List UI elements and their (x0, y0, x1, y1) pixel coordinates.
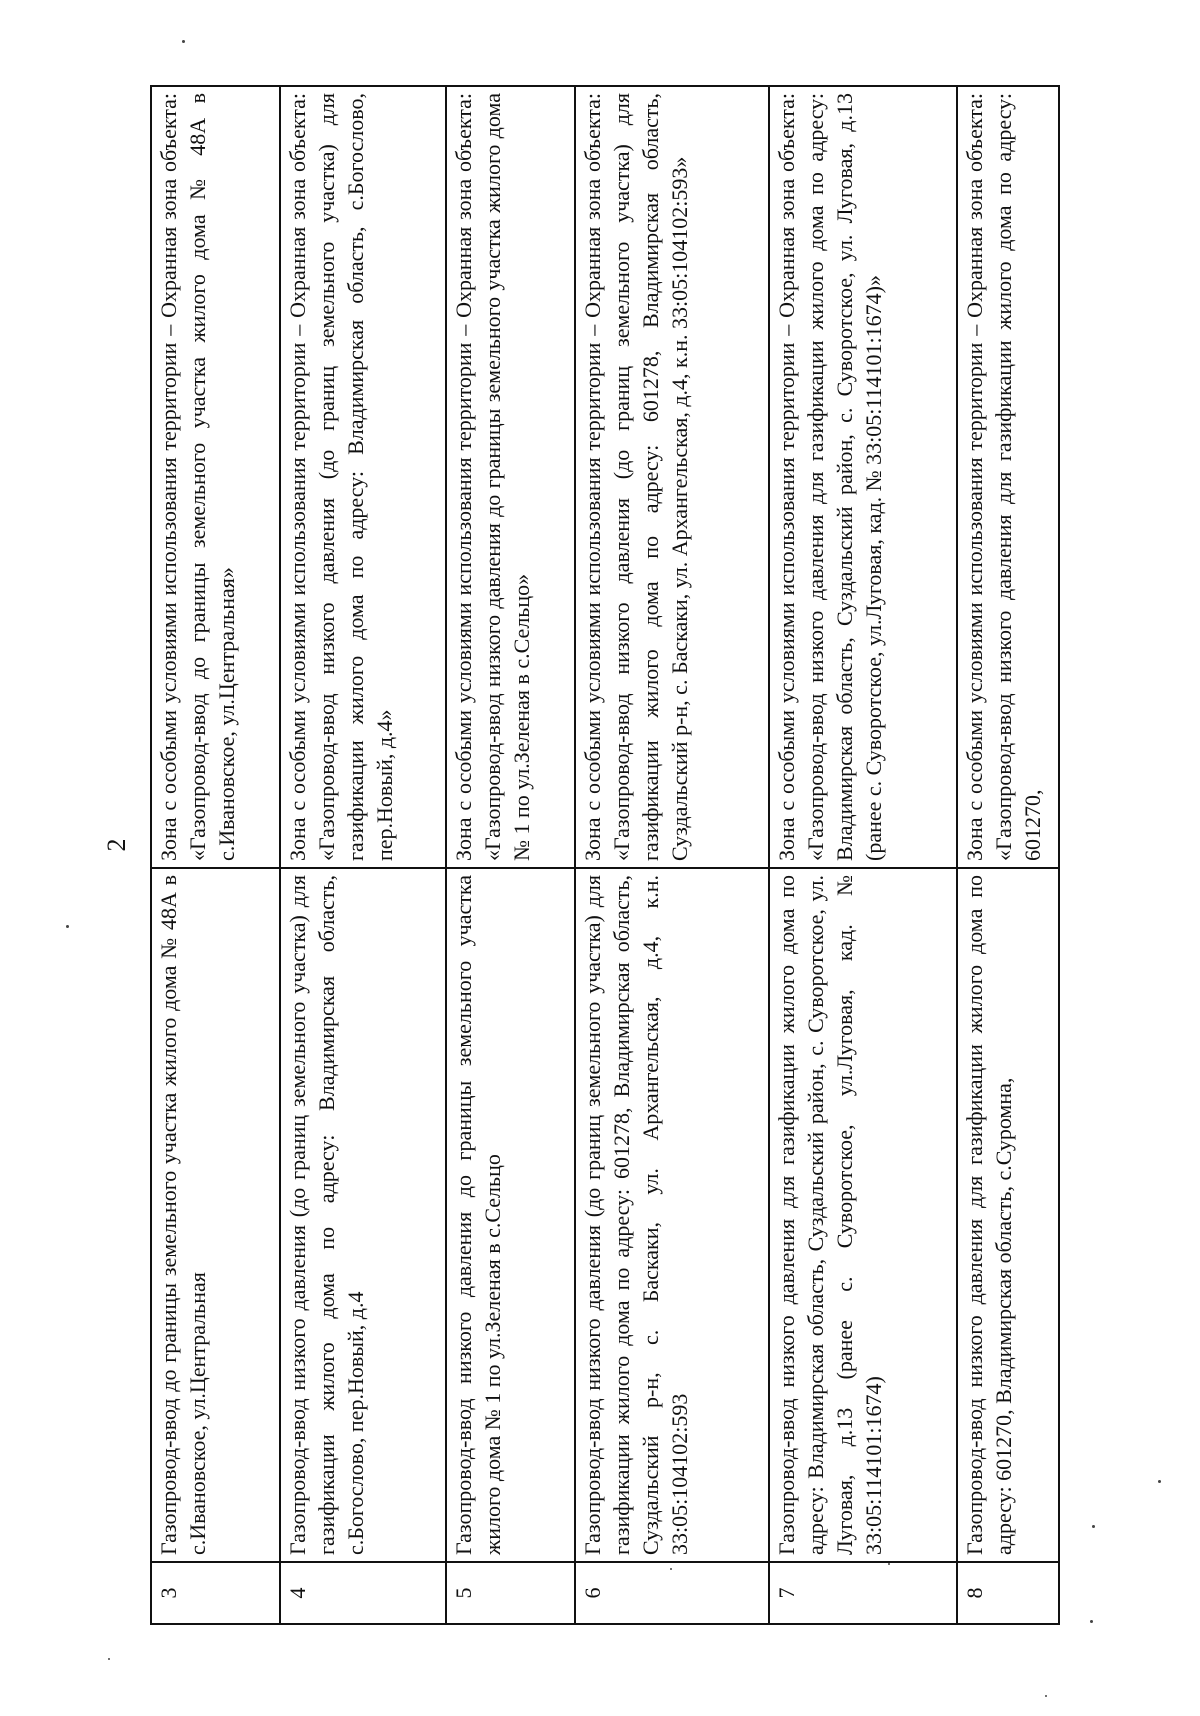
scan-speck (1158, 1480, 1161, 1483)
zone-description: Зона с особыми условиями использования территории – Охранная зона объекта: «Газопровод-ввод низкого давления для газификации жилого дома по адресу: 601270, (957, 86, 1059, 868)
object-description: Газопровод-ввод низкого давления (до границ земельного участка) для газификации жилого дома по адресу: Владимирская область, с.Богослово, пер.Новый, д.4 (280, 868, 447, 1562)
scan-speck (182, 40, 185, 43)
page-number: 2 (102, 838, 131, 852)
table-row (575, 86, 768, 1624)
zone-description: Зона с особыми условиями использования территории – Охранная зона объекта: «Газопровод-ввод низкого давления для газификации жилого дома по адресу: Владимирская область, Суздальский район, с. Суворотское, ул. Луговая, д.13 (ранее с. Суворотское, ул.Луговая, кад. № 33:05:114101:1674)» (769, 86, 957, 868)
zones-table-rotated (150, 85, 1060, 1625)
scan-speck (670, 1568, 672, 1570)
scan-speck (888, 1563, 890, 1565)
table-row (769, 86, 957, 1624)
row-number: 7 (769, 1562, 957, 1624)
scan-speck (1045, 1695, 1047, 1697)
zone-description: Зона с особыми условиями использования территории – Охранная зона объекта: «Газопровод-ввод низкого давления до границы земельного участка жилого дома № 1 по ул.Зеленая в с.Сельцо» (446, 86, 575, 868)
object-description: Газопровод-ввод до границы земельного участка жилого дома № 48А в с.Ивановское, ул.Центральная (151, 868, 280, 1562)
zones-table (150, 85, 1060, 1625)
object-description: Газопровод-ввод низкого давления (до границ земельного участка) для газификации жилого дома по адресу: 601278, Владимирская область, Суздальский р-н, с. Баскаки, ул. Архангельская, д.4, к.н. 33:05:104102:593 (575, 868, 768, 1562)
row-number: 6 (575, 1562, 768, 1624)
zone-description: Зона с особыми условиями использования территории – Охранная зона объекта: «Газопровод-ввод низкого давления (до границ земельного участка) для газификации жилого дома по адресу: 601278, Владимирская область, Суздальский р-н, с. Баскаки, ул. Архангельская, д.4, к.н. 33:05:104102:593» (575, 86, 768, 868)
object-description: Газопровод-ввод низкого давления для газификации жилого дома по адресу: 601270, Владимирская область, с.Суромна, (957, 868, 1059, 1562)
row-number: 3 (151, 1562, 280, 1624)
table-row (280, 86, 447, 1624)
scan-speck (66, 925, 69, 928)
row-number: 5 (446, 1562, 575, 1624)
table-row (957, 86, 1059, 1624)
row-number: 4 (280, 1562, 447, 1624)
row-number: 8 (957, 1562, 1059, 1624)
object-description: Газопровод-ввод низкого давления до границы земельного участка жилого дома № 1 по ул.Зеленая в с.Сельцо (446, 868, 575, 1562)
table-row (446, 86, 575, 1624)
table-row (151, 86, 280, 1624)
scan-speck (1090, 1620, 1093, 1623)
zones-table-container (150, 85, 1060, 1625)
zone-description: Зона с особыми условиями использования территории – Охранная зона объекта: «Газопровод-ввод до границы земельного участка жилого дома № 48А в с.Ивановское, ул.Центральная» (151, 86, 280, 868)
object-description: Газопровод-ввод низкого давления для газификации жилого дома по адресу: Владимирская область, Суздальский район, с. Суворотское, ул. Луговая, д.13 (ранее с. Суворотское, ул.Луговая, кад. № 33:05:114101:1674) (769, 868, 957, 1562)
zone-description: Зона с особыми условиями использования территории – Охранная зона объекта: «Газопровод-ввод низкого давления (до границ земельного участка) для газификации жилого дома по адресу: Владимирская область, с.Богослово, пер.Новый, д.4» (280, 86, 447, 868)
scan-speck (108, 1658, 110, 1660)
scan-speck (1092, 1525, 1095, 1528)
